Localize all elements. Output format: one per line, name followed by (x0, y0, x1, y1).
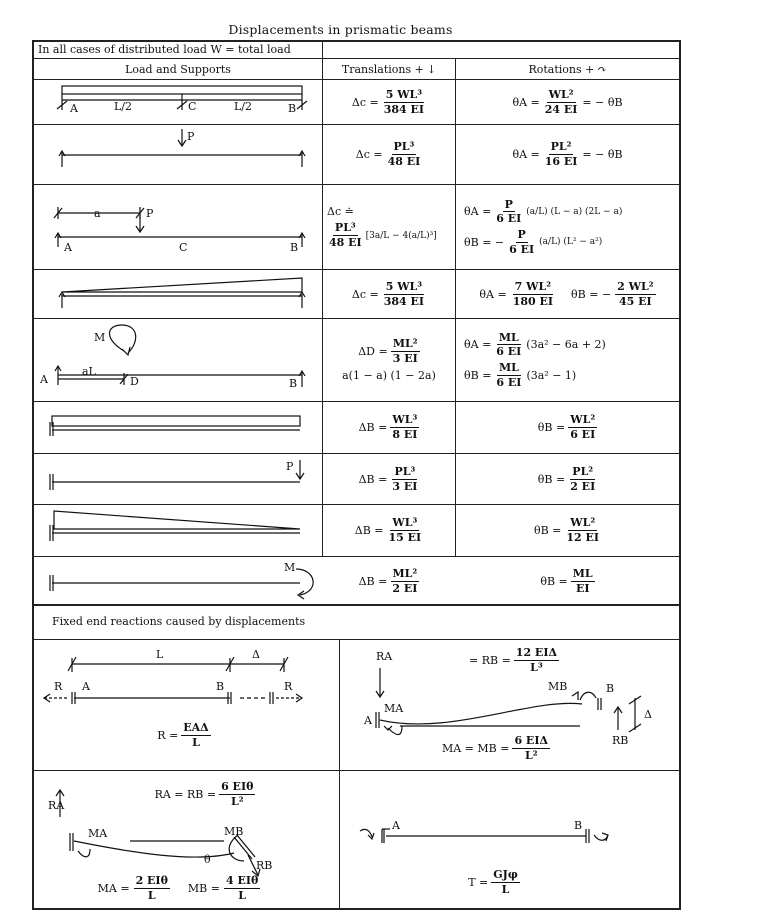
label-l-half-left: L/2 (114, 100, 133, 113)
eq-transverse-reaction: = RB = $\frac{\text{12 EIΔ}}{\text{L³}}$ (469, 645, 557, 674)
page-title: Displacements in prismatic beams (228, 22, 453, 37)
trans-row-5: ΔD = $\frac{\text{ML²}}{3 EI}$ a(1 − a) (1 − 2a) (342, 337, 436, 382)
trans-row-9: ΔB = $\frac{\text{ML²}}{2 EI}$ (358, 566, 418, 595)
diagram-offset-point-load (34, 185, 320, 269)
eq-rotation-moments: MA = $\frac{\text{2 EIθ}}{L}$ MB = $\frac{\text{4 EIθ}}{L}$ (97, 873, 259, 902)
rot-row-7: θB = $\frac{\text{PL²}}{2 EI}$ (537, 464, 596, 493)
label-a-distance: a (94, 207, 101, 220)
header-translations: Translations + (341, 62, 424, 76)
label-c: C (179, 241, 188, 254)
diagram-cantilever-triangular (34, 505, 320, 556)
label-rb: RB (256, 859, 273, 872)
eq-transverse-moments: MA = MB = $\frac{\text{6 EIΔ}}{\text{L²}}$ (441, 733, 549, 762)
diagram-triangular-load (34, 270, 320, 318)
label-m: M (94, 331, 106, 344)
label-b: B (574, 819, 583, 832)
rot-row-8: θB = $\frac{\text{WL²}}{12 EI}$ (533, 516, 600, 544)
label-l: L (156, 648, 164, 661)
header-rotations: Rotations + (528, 62, 595, 76)
rot-row-2: θA = $\frac{\text{PL²}}{16 EI}$ = − θB (512, 140, 623, 168)
trans-row-7: ΔB = $\frac{\text{PL³}}{3 EI}$ (358, 464, 418, 493)
trans-row-3: Δc ≐ $\frac{\text{PL³}}{48 EI}$ [3a/L − 4(a/L)³] (327, 205, 437, 249)
label-a: A (392, 819, 400, 832)
label-a: A (70, 102, 78, 115)
label-m: M (284, 561, 296, 574)
arrow-down-icon: ↓ (426, 62, 437, 76)
diagram-cantilever-end-moment (34, 557, 320, 607)
label-ma: MA (384, 702, 404, 715)
rot-row-9: θB = $\frac{ML}{EI}$ (540, 566, 593, 595)
label-al: aL (82, 365, 96, 378)
label-theta: θ (204, 853, 211, 866)
label-ma: MA (88, 827, 108, 840)
diagram-cantilever-point-load (34, 454, 320, 504)
diagram-cantilever-uniform (34, 402, 320, 453)
label-r-left: R (54, 680, 63, 693)
label-b: B (606, 682, 615, 695)
label-a: A (82, 680, 90, 693)
label-c: C (188, 100, 197, 113)
label-a: A (40, 373, 48, 386)
label-delta: Δ (644, 708, 652, 721)
trans-row-6: ΔB = $\frac{\text{WL³}}{8 EI}$ (358, 413, 418, 441)
rot-row-6: θB = $\frac{\text{WL²}}{6 EI}$ (537, 413, 596, 441)
diagram-uniform-load-simple (34, 80, 320, 124)
label-p: P (286, 460, 294, 473)
trans-row-8: ΔB = $\frac{\text{WL³}}{15 EI}$ (354, 516, 422, 544)
label-a: A (364, 714, 372, 727)
eq-rotation-reaction: RA = RB = $\frac{\text{6 EIθ}}{\text{L²}}$ (154, 779, 254, 808)
label-ra: RA (48, 799, 65, 812)
rot-row-1: θA = $\frac{\text{WL²}}{24 EI}$ = − θB (512, 87, 623, 116)
header-load-supports: Load and Supports (125, 62, 231, 76)
rot-row-4: θA = $\frac{\text{7 WL²}}{180 EI}$ θB = − $\frac{\text{2 WL²}}{45 EI}$ (479, 279, 654, 308)
clockwise-arrow-icon: ↷ (597, 62, 607, 76)
label-p: P (187, 130, 195, 143)
label-rb: RB (612, 734, 629, 747)
trans-row-1: Δc = $\frac{\text{5 WL³}}{384 EI}$ (351, 87, 425, 116)
label-r-right: R (284, 680, 293, 693)
trans-row-4: Δc = $\frac{\text{5 WL³}}{384 EI}$ (351, 279, 425, 308)
trans-row-2: Δc = $\frac{\text{PL³}}{48 EI}$ (355, 140, 421, 168)
eq-axial-reaction: R = $\frac{\text{EAΔ}}{L}$ (157, 720, 209, 749)
label-b: B (289, 377, 298, 390)
fixed-end-reactions-panel (32, 605, 681, 910)
eq-torsion: T = $\frac{\text{GJφ}}{L}$ (468, 867, 518, 896)
rot-row-5: θA = $\frac{ML}{6 EI}$ (3a² − 6a + 2) θB = $\frac{ML}{6 EI}$ (3a² − 1) (464, 330, 606, 389)
label-b: B (288, 102, 297, 115)
label-b: B (216, 680, 225, 693)
label-d: D (130, 375, 139, 388)
label-p: P (146, 207, 154, 220)
label-mb: MB (224, 825, 244, 838)
label-delta: Δ (252, 648, 260, 661)
diagram-applied-moment (34, 319, 320, 401)
label-b: B (290, 241, 299, 254)
label-l-half-right: L/2 (234, 100, 253, 113)
rot-row-3: θA = $\frac{P}{6 EI}$ (a/L) (L − a) (2L − a) θB = − $\frac{P}{6 EI}$ (a/L) (L² − a²) (464, 197, 623, 256)
distributed-load-note: In all cases of distributed load W = total load (38, 43, 291, 56)
label-a: A (64, 241, 72, 254)
fixed-end-heading: Fixed end reactions caused by displacements (52, 615, 306, 628)
label-ra: RA (376, 650, 393, 663)
label-mb: MB (548, 680, 568, 693)
diagram-central-point-load (34, 125, 320, 183)
displacement-table (32, 40, 681, 606)
